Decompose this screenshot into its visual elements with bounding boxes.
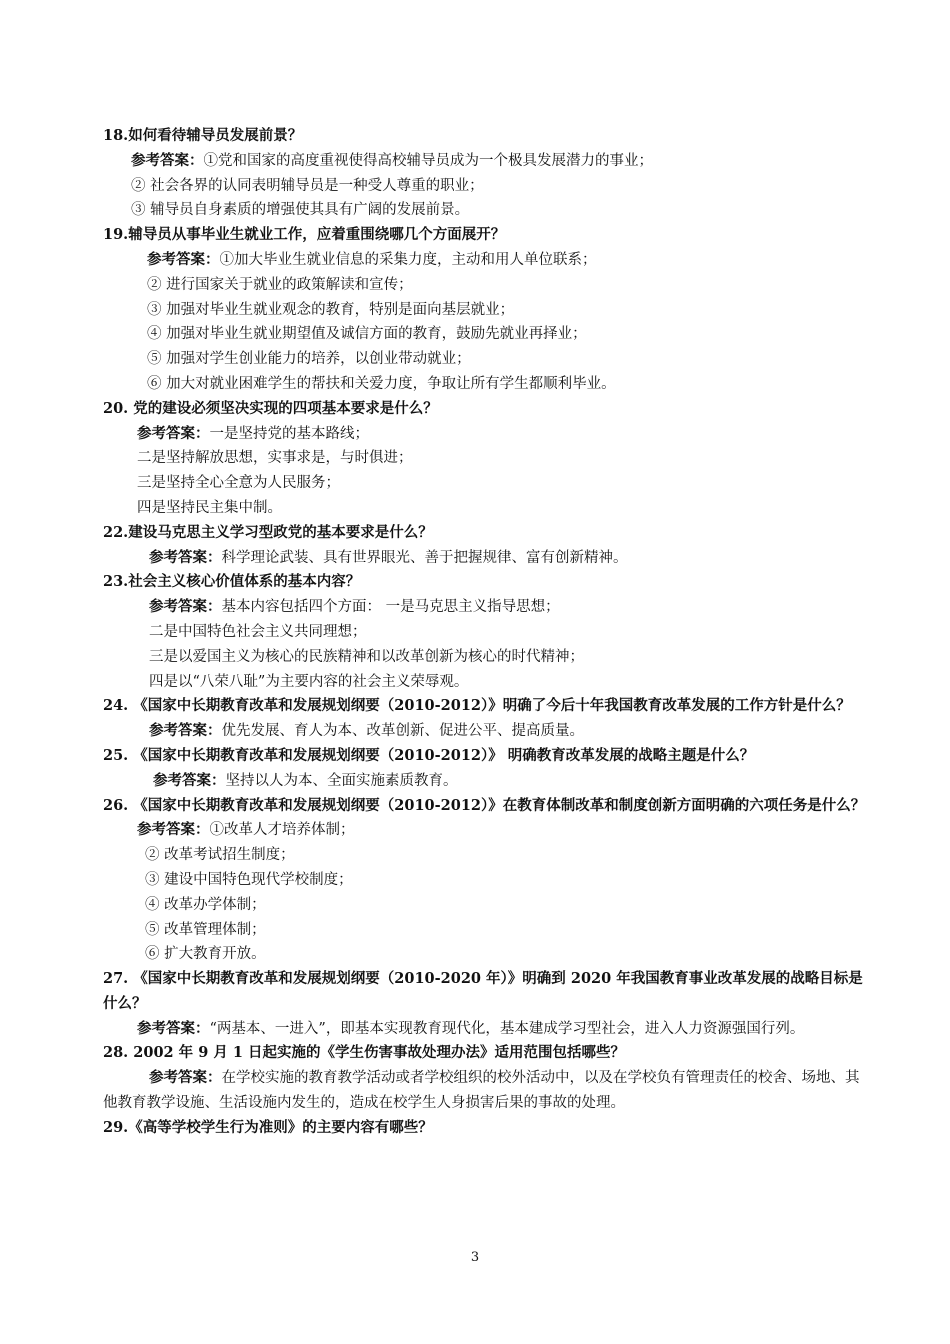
answer-20-line: 四是坚持民主集中制。 — [137, 499, 282, 516]
question-18: 18.如何看待辅导员发展前景？ — [103, 127, 303, 144]
page-number: 3 — [470, 1250, 480, 1265]
answer-label: 参考答案： — [149, 598, 222, 616]
question-27: 27. 《国家中长期教育改革和发展规划纲要（2010-2020 年）》明确到 2020 年我国教育事业改革发展的战略目标是什么？ — [103, 970, 863, 1012]
answer-19-line: ⑤ 加强对学生创业能力的培养，以创业带动就业； — [147, 351, 471, 368]
question-26: 26. 《国家中长期教育改革和发展规划纲要（2010-2012）》在教育体制改革和制度创新方面明确的六项任务是什么？ — [103, 796, 866, 814]
answer-19-line: ⑥ 加大对就业困难学生的帮扶和关爱力度，争取让所有学生都顺利毕业。 — [147, 375, 616, 392]
question-24: 24. 《国家中长期教育改革和发展规划纲要（2010-2012）》明确了今后十年我国教育改革发展的工作方针是什么？ — [103, 697, 851, 715]
answer-label: 参考答案： — [153, 771, 226, 789]
answer-20-line: 三是坚持全心全意为人民服务； — [137, 475, 340, 492]
answer-20-line: 二是坚持解放思想，实事求是，与时俱进； — [137, 450, 413, 467]
answer-28-first: 参考答案：在学校实施的教育教学活动或者学校组织的校外活动中，以及在学校负有管理责任的校舍、场地、其他教育教学设施、生活设施内发生的，造成在校学生人身损害后果的事故的处理。 — [103, 1069, 860, 1112]
question-23: 23.社会主义核心价值体系的基本内容？ — [103, 573, 361, 591]
answer-label: 参考答案： — [131, 151, 204, 169]
answer-23-line: 二是中国特色社会主义共同理想； — [149, 623, 367, 640]
answer-19-line: ③ 加强对毕业生就业观念的教育，特别是面向基层就业； — [147, 301, 515, 318]
question-19: 19.辅导员从事毕业生就业工作，应着重围绕哪几个方面展开？ — [103, 226, 506, 244]
answer-label: 参考答案： — [147, 250, 220, 268]
answer-19-line: ④ 加强对毕业生就业期望值及诚信方面的教育，鼓励先就业再择业； — [147, 326, 587, 343]
answer-19-first: 参考答案：①加大毕业生就业信息的采集力度，主动和用人单位联系； — [147, 250, 597, 268]
answer-26-line: ② 改革考试招生制度； — [145, 847, 295, 864]
answer-23-line: 三是以爱国主义为核心的民族精神和以改革创新为核心的时代精神； — [149, 648, 584, 665]
answer-label: 参考答案： — [137, 1019, 210, 1037]
question-22: 22.建设马克思主义学习型政党的基本要求是什么？ — [103, 523, 433, 541]
answer-18-line: ③ 辅导员自身素质的增强使其具有广阔的发展前景。 — [131, 202, 470, 219]
answer-18-line: ② 社会各界的认同表明辅导员是一种受人尊重的职业； — [131, 177, 484, 194]
question-28: 28. 2002 年 9 月 1 日起实施的《学生伤害事故处理办法》适用范围包括哪些？ — [103, 1044, 626, 1062]
question-20: 20. 党的建设必须坚决实现的四项基本要求是什么？ — [103, 399, 438, 417]
question-25: 25. 《国家中长期教育改革和发展规划纲要（2010-2012）》 明确教育改革发展的战略主题是什么？ — [103, 746, 755, 764]
answer-18-first: 参考答案：①党和国家的高度重视使得高校辅导员成为一个极具发展潜力的事业； — [131, 151, 653, 169]
answer-23-line: 四是以“八荣八耻”为主要内容的社会主义荣辱观。 — [149, 673, 469, 690]
answer-label: 参考答案： — [149, 722, 222, 740]
answer-label: 参考答案： — [137, 424, 210, 442]
answer-19-line: ② 进行国家关于就业的政策解读和宣传； — [147, 276, 413, 293]
answer-26-line: ⑥ 扩大教育开放。 — [145, 946, 266, 963]
answer-label: 参考答案： — [137, 821, 210, 839]
answer-label: 参考答案： — [149, 548, 222, 566]
answer-26-line: ⑤ 改革管理体制； — [145, 921, 266, 938]
answer-24-first: 参考答案：优先发展、育人为本、改革创新、促进公平、提高质量。 — [149, 722, 584, 740]
answer-22-first: 参考答案：科学理论武装、具有世界眼光、善于把握规律、富有创新精神。 — [149, 548, 628, 566]
answer-label: 参考答案： — [149, 1069, 222, 1087]
answer-23-first: 参考答案：基本内容包括四个方面： 一是马克思主义指导思想； — [149, 598, 560, 616]
question-29: 29.《高等学校学生行为准则》的主要内容有哪些？ — [103, 1118, 433, 1136]
qa-content — [103, 124, 873, 1141]
answer-20-first: 参考答案：一是坚持党的基本路线； — [137, 424, 369, 442]
answer-26-line: ④ 改革办学体制； — [145, 896, 266, 913]
answer-27-first: 参考答案：“两基本、一进入”，即基本实现教育现代化，基本建成学习型社会，进入人力资源强国行列。 — [137, 1019, 805, 1037]
answer-26-first: 参考答案：①改革人才培养体制； — [137, 821, 355, 839]
answer-26-line: ③ 建设中国特色现代学校制度； — [145, 871, 353, 888]
answer-25-first: 参考答案：坚持以人为本、全面实施素质教育。 — [153, 771, 458, 789]
